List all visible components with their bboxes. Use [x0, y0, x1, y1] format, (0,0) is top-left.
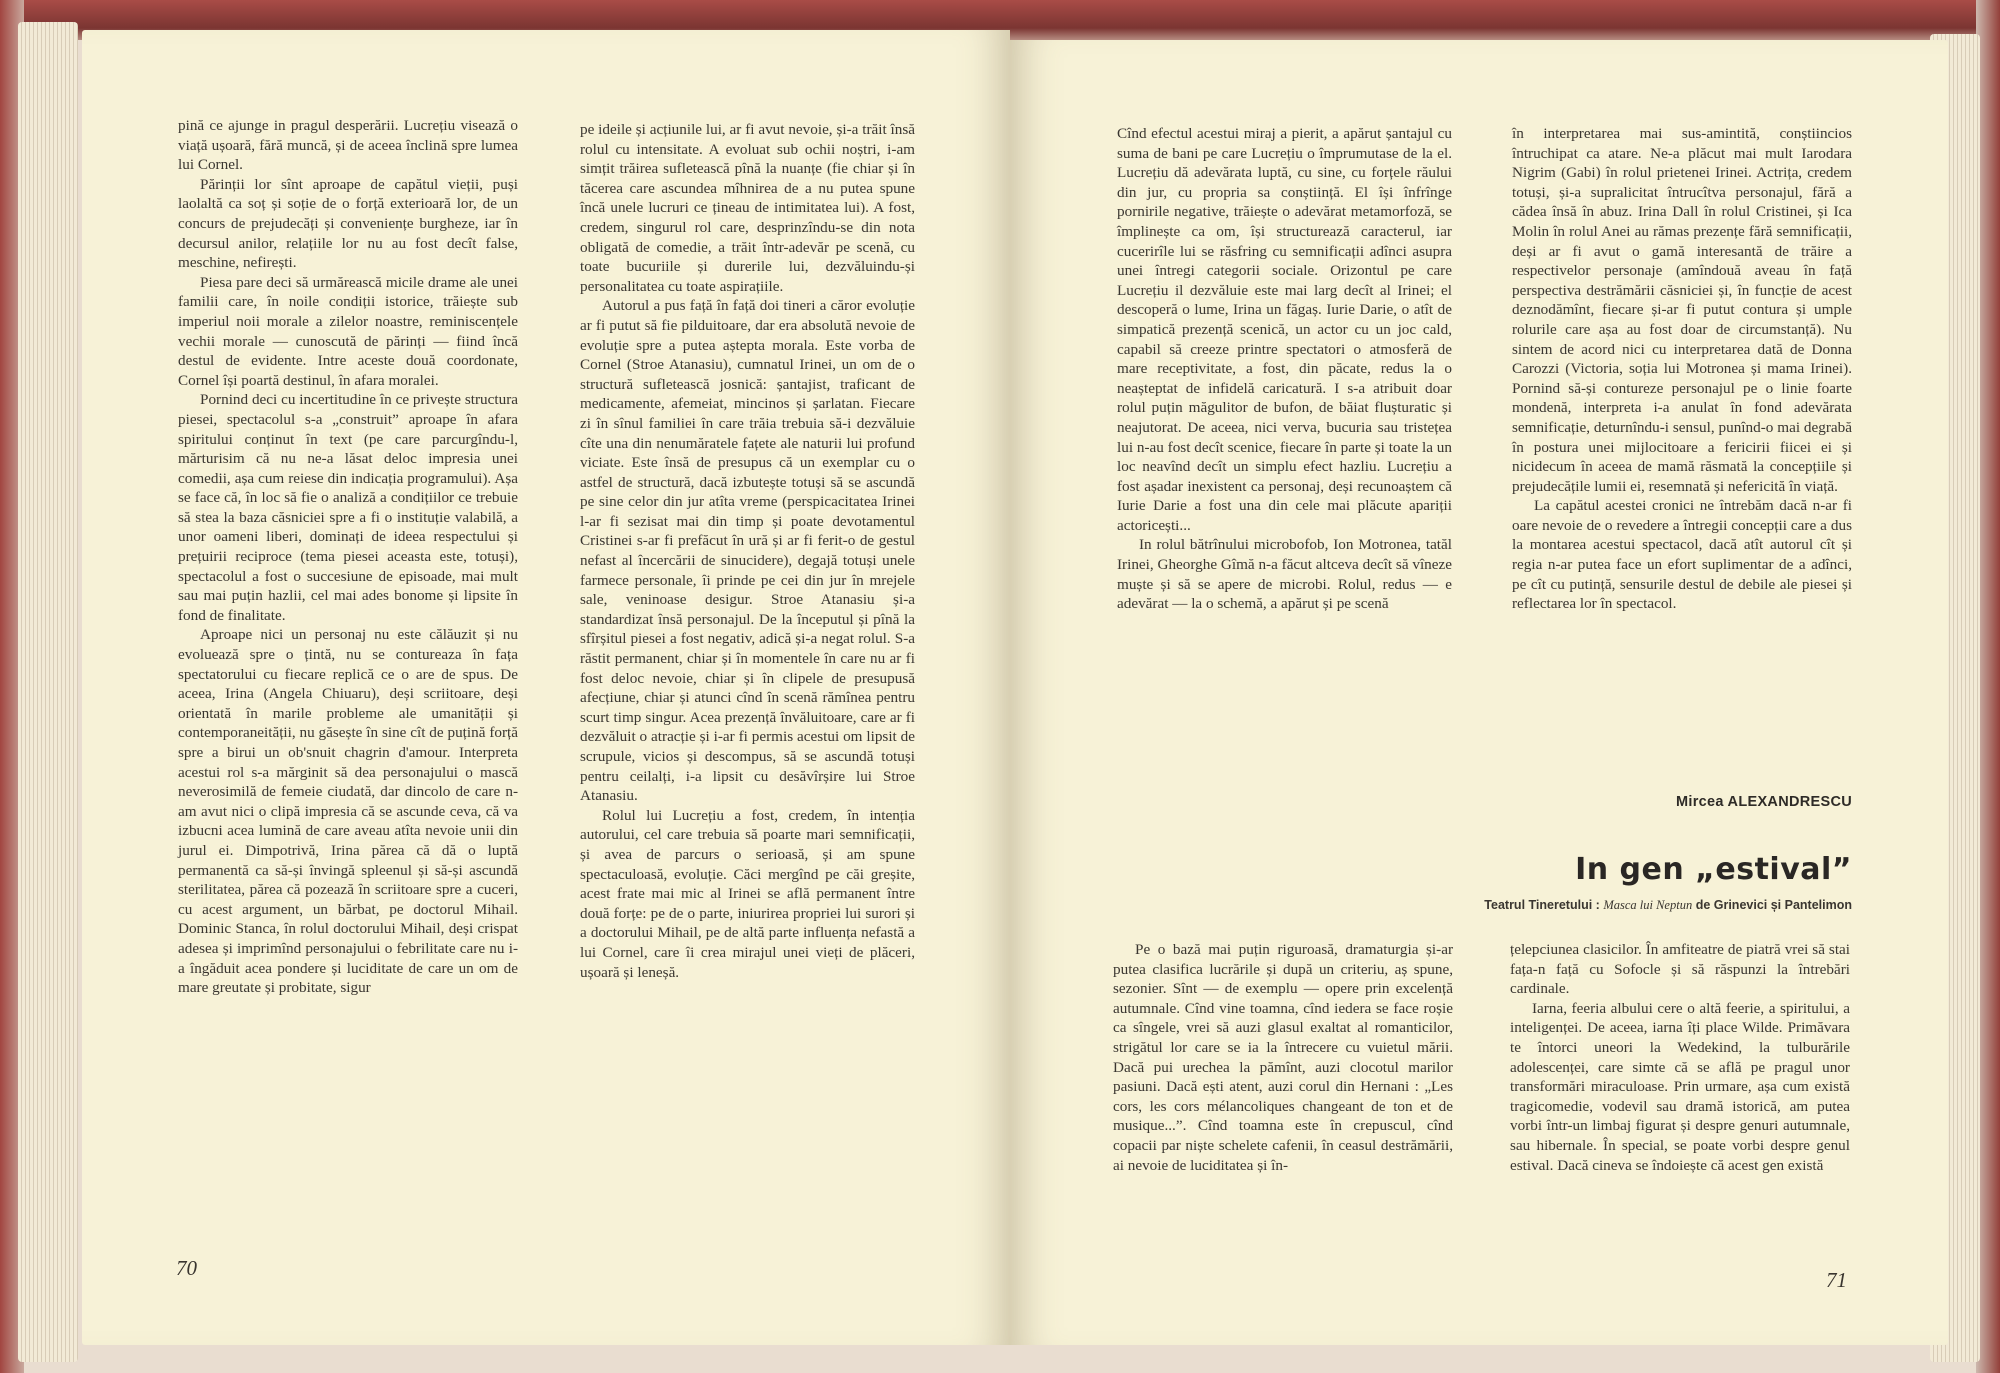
paragraph: în interpretarea mai sus-amintită, conștiincios întruchipat ca atare. Ne-a plăcut mai mult Iarodara Nigrim (Gabi) în rolul prietenei Irinei. Actrița, credem totuși, și-a supralicitat întrucîtva personajul, fără a cădea însă în abuz. Irina Dall în rolul Cristinei, și Ica Molin în rolul Anei au rămas prezențe fără semnificații, deși ar fi avut o gamă interesantă de trăire a respectivelor personaje (amîndouă aveau în față perspectiva destrămării căsniciei și, în funcție de acest deznodămînt, fiecare și-ar fi putut contura și umple rolurile care așa au fost doar de circumstanță). Nu sintem de acord nici cu interpretarea dată de Donna Carozzi (Victoria, soția lui Motronea și mama Irinei). Pornind să-și contureze personajul pe o linie foarte mondenă, interpreta i-a anulat în fond adevărata semnificație, deturnîndu-i sensul, punînd-o mai degrabă în postura unei mijlocitoare a fericirii fiicei ei și nicidecum în aceea de mamă răsmată la concepțiile și prejudecățile lumii ei, resemnată și nefericită în viață.: [1512, 125, 1852, 495]
page-number-left: 70: [176, 1256, 197, 1280]
author-signature: Mircea ALEXANDRESCU: [1676, 794, 1852, 810]
right-page-column-2: [1512, 124, 1852, 614]
page-number-right: 71: [1826, 1268, 1847, 1292]
paragraph: pină ce ajunge in pragul desperării. Lucrețiu visează o viață ușoară, fără muncă, și de aceea înclină spre lumea lui Cornel.: [178, 117, 518, 174]
article-title: In gen „estival”: [1575, 852, 1852, 887]
paragraph: Piesa pare deci să urmărească micile drame ale unei familii care, în noile condiții istorice, trăiește sub imperiul noii morale a zilelor noastre, reminiscențele vechii morale — cunoscută de părinți — fiind încă destul de evidente. Intre aceste două coordonate, Cornel își poartă destinul, în afara moralei.: [178, 273, 518, 389]
paragraph: In rolul bătrînului microbofob, Ion Motronea, tatăl Irinei, Gheorghe Gîmă n-a făcut altceva decît să vîneze muște și să se apere de microbi. Rolul, redus — e adevărat — la o schemă, a apărut și pe scenă: [1117, 536, 1452, 613]
paragraph: Părinții lor sînt aproape de capătul vieții, puși laolaltă ca soț și soție de o forță exterioară lor, de un concurs de prejudecăți și conveniențe burgheze, iar în decursul anilor, relațiile lor nu au fost decît false, meschine, nefirești.: [178, 175, 518, 272]
left-page-column-1: [178, 116, 518, 998]
left-page-column-2: [580, 120, 915, 982]
play-title: Masca lui Neptun: [1603, 898, 1693, 912]
article2-column-1: [1113, 940, 1453, 1175]
theatre-name: Teatrul Tineretului :: [1484, 898, 1600, 912]
right-page-column-1: [1117, 124, 1452, 614]
paragraph: Pornind deci cu incertitudine în ce privește structura piesei, spectacolul s-a „construit” aproape în afara spiritului conținut în text (pe care parcurgîndu-l, mărturisim că nu ne-a lăsat deloc impresia unei comedii, așa cum reiese din indicația programului). Așa se face că, în loc să fie o analiză a condițiilor ce trebuie să stea la baza căsniciei spre a fi o instituție valabilă, a unor oameni liberi, dominați de ideea respectului și prețuirii reciproce (tema piesei aceasta este, totuși), spectacolul a fost o succesiune de episoade, mai mult sau mai puțin hazlii, cel mai ades bonome și lipsite în fond de finalitate.: [178, 391, 518, 624]
paragraph: La capătul acestei cronici ne întrebăm dacă n-ar fi oare nevoie de o revedere a întregii concepții care a dus la montarea acestui spectacol, dacă atît autorul cît și regia n-ar putea face un efort suplimentar de a adînci, pe cît cu putință, sensurile destul de debile ale piesei și reflectarea lor în spectacol.: [1512, 497, 1852, 613]
article2-column-2: [1510, 940, 1850, 1175]
paragraph: Autorul a pus față în față doi tineri a căror evoluție ar fi putut să fie pilduitoare, dar era absolută nevoie de evoluție spre a putea aștepta morala. Este vorba de Cornel (Stroe Atanasiu), cumnatul Irinei, un om de o structură sufletească josnică: șantajist, traficant de medicamente, afemeiat, mincinos și șarlatan. Fiecare zi în sînul familiei în care trăia trebuia să-i dezvăluie cîte una din nenumăratele fațete ale naturii lui profund viciate. Este însă de presupus că un exemplar cu o astfel de structură, dacă izbutește totuși să se ascundă pe sine celor din jur atîta vreme (perspicacitatea Irinei l-ar fi sezisat mai din timp și poate devotamentul Cristinei s-ar fi prefăcut în ură și ar fi ferit-o de gestul nefast al încercării de sinucidere), degajă totuși unele farmece personale, îi prinde pe cei din jur în mrejele sale, veninoase desigur. Stroe Atanasiu și-a standardizat însă personajul. De la începutul și pînă la sfîrșitul piesei a fost negativ, adică și-a negat rolul. S-a răstit permanent, chiar și în momentele în care nu ar fi fost deloc nevoie, chiar și în clipele de presupusă afecțiune, chiar și atunci cînd în scenă rămînea pentru scurt timp singur. Acea prezență învăluitoare, care ar fi dezvăluit o atracție și i-ar fi permis acestui om lipsit de scrupule, vicios și descompus, să se ascundă totuși pentru ceilalți, i-a lipsit cu desăvîrșire lui Stroe Atanasiu.: [580, 297, 915, 805]
paragraph: Cînd efectul acestui miraj a pierit, a apărut șantajul cu suma de bani pe care Lucrețiu o împrumutase de la el. Lucrețiu dă adevărata luptă, cu sine, cu forțele răului din jur, cu propria sa conștiință. El își înfrînge pornirile negative, trăiește o adevărat metamorfoză, se împlinește ca om, își structurează caracterul, iar cucerirîle lui se răsfring cu semnificații adînci asupra unei întregi categorii sociale. Orizontul pe care Lucrețiu il dezvăluie este mai larg decît al Irinei; el descoperă o lume, Irina un făgaș. Iurie Darie, o atît de simpatică prezență scenică, un actor cu un joc cald, capabil să creeze printre spectatori o atmosferă de mare receptivitate, a fost, din păcate, redus la o neașteptat de infidelă caricatură. I s-a atribuit doar rolul puțin măgulitor de bufon, de băiat flușturatic și neajutorat. De aceea, nici verva, bucuria sau tristețea lui n-au fost decît scenice, fiecare în parte și toate la un loc neavînd decît un simplu efect hazliu. Lucrețiu a fost așadar inexistent ca personaj, deși recunoaștem că Iurie Darie a fost una din cele mai plăcute apariții actoricești...: [1117, 125, 1452, 534]
article-subtitle: [1280, 898, 1852, 913]
page-edges-left: [18, 22, 78, 1362]
paragraph: Aproape nici un personaj nu este călăuzit și nu evoluează spre o țintă, nu se contureaza în fața spectatorului cu fiecare replică ce o are de spus. De aceea, Irina (Angela Chiuaru), deși scriitoare, deși orientată în marile probleme ale umanității și contemporaneității, nu găsește în sine cît de puțină forță spre a birui un ob'snuit chagrin d'amour. Interpreta acestui rol s-a mărginit să dea personajului o mască neverosimilă de femeie ciudată, dar dincolo de care n-am avut nici o clipă impresia că se ascunde ceva, că va izbucni acea lumină de care aveau atîta nevoie unii din jurul ei. Dimpotrivă, Irina părea că dă o luptă permanentă ca să-și învingă spleenul și să-și ascundă sterilitatea, părea că pozează în scriitoare spre a cuceri, cu acest argument, un bărbat, pe doctorul Mihail. Dominic Stanca, în rolul doctorului Mihail, deși crispat adesea și imprimînd personajului o febrilitate care nu i-a îngăduit acea pondere și luciditate de care un om de mare greutate și probitate, sigur: [178, 626, 518, 997]
play-authors: de Grinevici și Pantelimon: [1695, 898, 1852, 912]
paragraph: Iarna, feeria albului cere o altă feerie, a spiritului, a inteligenței. De aceea, iarna îți place Wilde. Primăvara te întorci uneori la Wedekind, la tulburările adolescenței, care simte că se află pe pragul unor transformări miraculoase. Prin urmare, așa cum există tragicomedie, vodevil sau dramă istorică, am putea vorbi într-un limbaj figurat și despre genuri autumnale, sau hibernale. În special, se poate vorbi despre genul estival. Dacă cineva se îndoiește că acest gen există: [1510, 999, 1850, 1174]
paragraph: pe ideile și acțiunile lui, ar fi avut nevoie, și-a trăit însă rolul cu intensitate. A evoluat sub ochii noștri, i-am simțit trăirea sufletească pînă la nuanțe (fie chiar și în tăcerea care ascundea mîhnirea de a nu putea spune încă unele lucruri ce țineau de intimitatea lui). A fost, credem, singurul rol care, desprinzîndu-se din nota obligată de comedie, a trăit într-adevăr pe scenă, cu toate bucuriile și durerile lui, dezvăluindu-și personalitatea cu toate aspirațiile.: [580, 121, 915, 295]
paragraph: Pe o bază mai puțin riguroasă, dramaturgia și-ar putea clasifica lucrările și după un criteriu, aș spune, sezonier. Sînt — de exemplu — opere prin excelență autumnale. Cînd vine toamna, cînd iedera se face roșie ca sîngele, vrei să auzi glasul exaltat al romanticilor, strigătul lor care se ia la întrecere cu vuietul mării. Dacă pui urechea la pămînt, auzi clocotul marilor pasiuni. Dacă ești atent, auzi corul din Hernani : „Les cors, les cors mélancoliques changeant de ton et de musique...”. Cînd toamna este în crepuscul, cînd copacii par niște schelete cafenii, în ceasul destrămării, ai nevoie de luciditatea și în-: [1113, 941, 1453, 1174]
paragraph: țelepciunea clasicilor. În amfiteatre de piatră vrei să stai fața-n față cu Sofocle și să răspunzi la întrebări cardinale.: [1510, 941, 1850, 998]
paragraph: Rolul lui Lucrețiu a fost, credem, în intenția autorului, cel care trebuia să poarte mari semnificații, și avea de parcurs o serioasă, și am spune spectaculoasă, evoluție. Căci mergînd pe căi greșite, acest frate mai mic al Irinei se află permanent între două forțe: pe de o parte, iniurirea propriei lui surori și a doctorului Mihail, pe de altă parte influența nefastă a lui Cornel, care îi crea mirajul unei vieți de plăceri, ușoară și leneșă.: [580, 806, 915, 981]
